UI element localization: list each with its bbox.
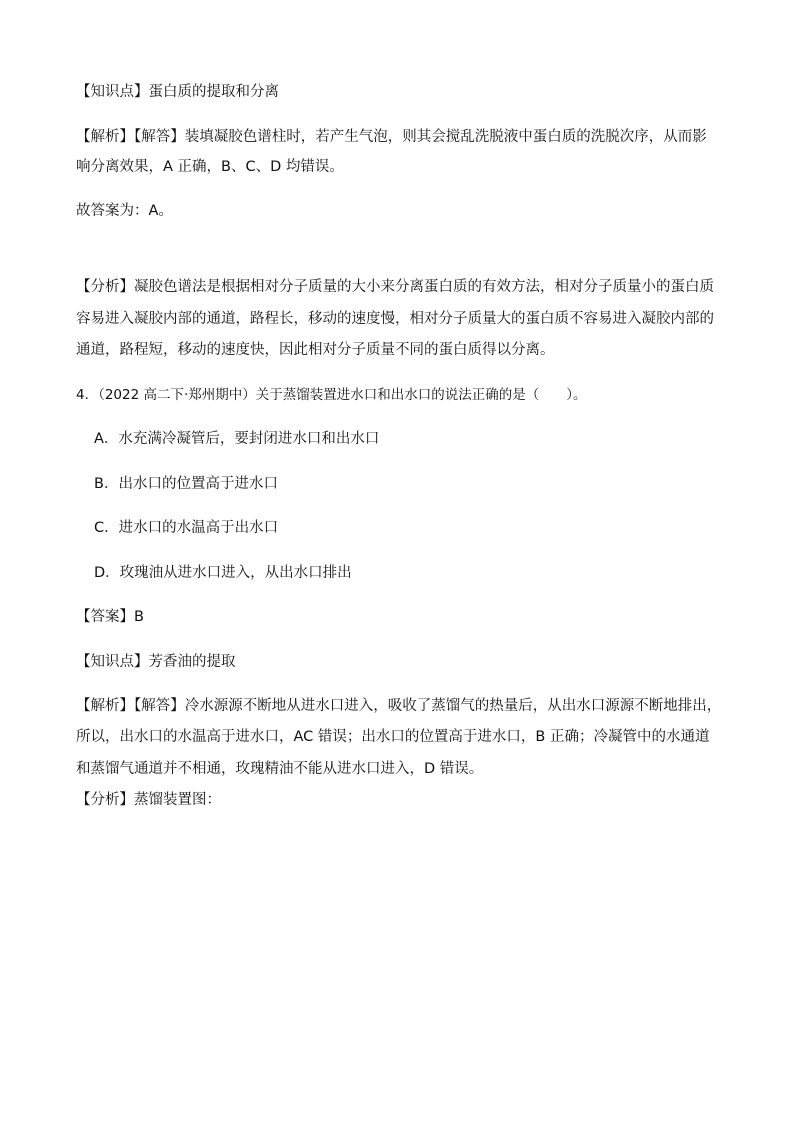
fenxi-1-line2: 容易进入凝胶内部的通道，路程长，移动的速度慢，相对分子质量大的蛋白质不容易进入凝胶内部的 — [76, 311, 714, 327]
analysis-1-line1: 【解析】【解答】装填凝胶色谱柱时，若产生气泡，则其会搅乱洗脱液中蛋白质的洗脱次序，从而影 — [76, 129, 707, 145]
analysis-4-line2: 所以，出水口的水温高于进水口，AC 错误；出水口的位置高于进水口，B 正确；冷凝管中的水通道 — [76, 729, 710, 745]
fenxi-4: 【分析】蒸馏装置图： — [76, 792, 221, 808]
analysis-4-line3: 和蒸馏气通道并不相通，玫瑰精油不能从进水口进入，D 错误。 — [76, 761, 484, 777]
option-d: D．玫瑰油从进水口进入，从出水口排出 — [94, 565, 352, 581]
analysis-4-line1: 【解析】【解答】冷水源源不断地从进水口进入，吸收了蒸馏气的热量后，从出水口源源不断地排出， — [76, 698, 722, 714]
option-c: C．进水口的水温高于出水口 — [94, 520, 279, 536]
option-b: B．出水口的位置高于进水口 — [94, 476, 278, 492]
option-a: A．水充满冷凝管后，要封闭进水口和出水口 — [94, 431, 380, 447]
fenxi-1-line3: 通道，路程短，移动的速度快，因此相对分子质量不同的蛋白质得以分离。 — [76, 342, 555, 358]
knowledge-point-1: 【知识点】蛋白质的提取和分离 — [76, 84, 279, 100]
fenxi-1-line1: 【分析】凝胶色谱法是根据相对分子质量的大小来分离蛋白质的有效方法，相对分子质量小的蛋白质 — [76, 279, 714, 295]
answer-text-1: 故答案为：A。 — [76, 203, 173, 219]
answer-4: 【答案】B — [76, 609, 144, 625]
knowledge-point-4: 【知识点】芳香油的提取 — [76, 654, 236, 670]
analysis-1-line2: 响分离效果，A 正确，B、C、D 均错误。 — [76, 159, 344, 175]
question-4-stem: 4．（2022 高二下·郑州期中）关于蒸馏装置进水口和出水口的说法正确的是（ ）。 — [76, 387, 587, 403]
